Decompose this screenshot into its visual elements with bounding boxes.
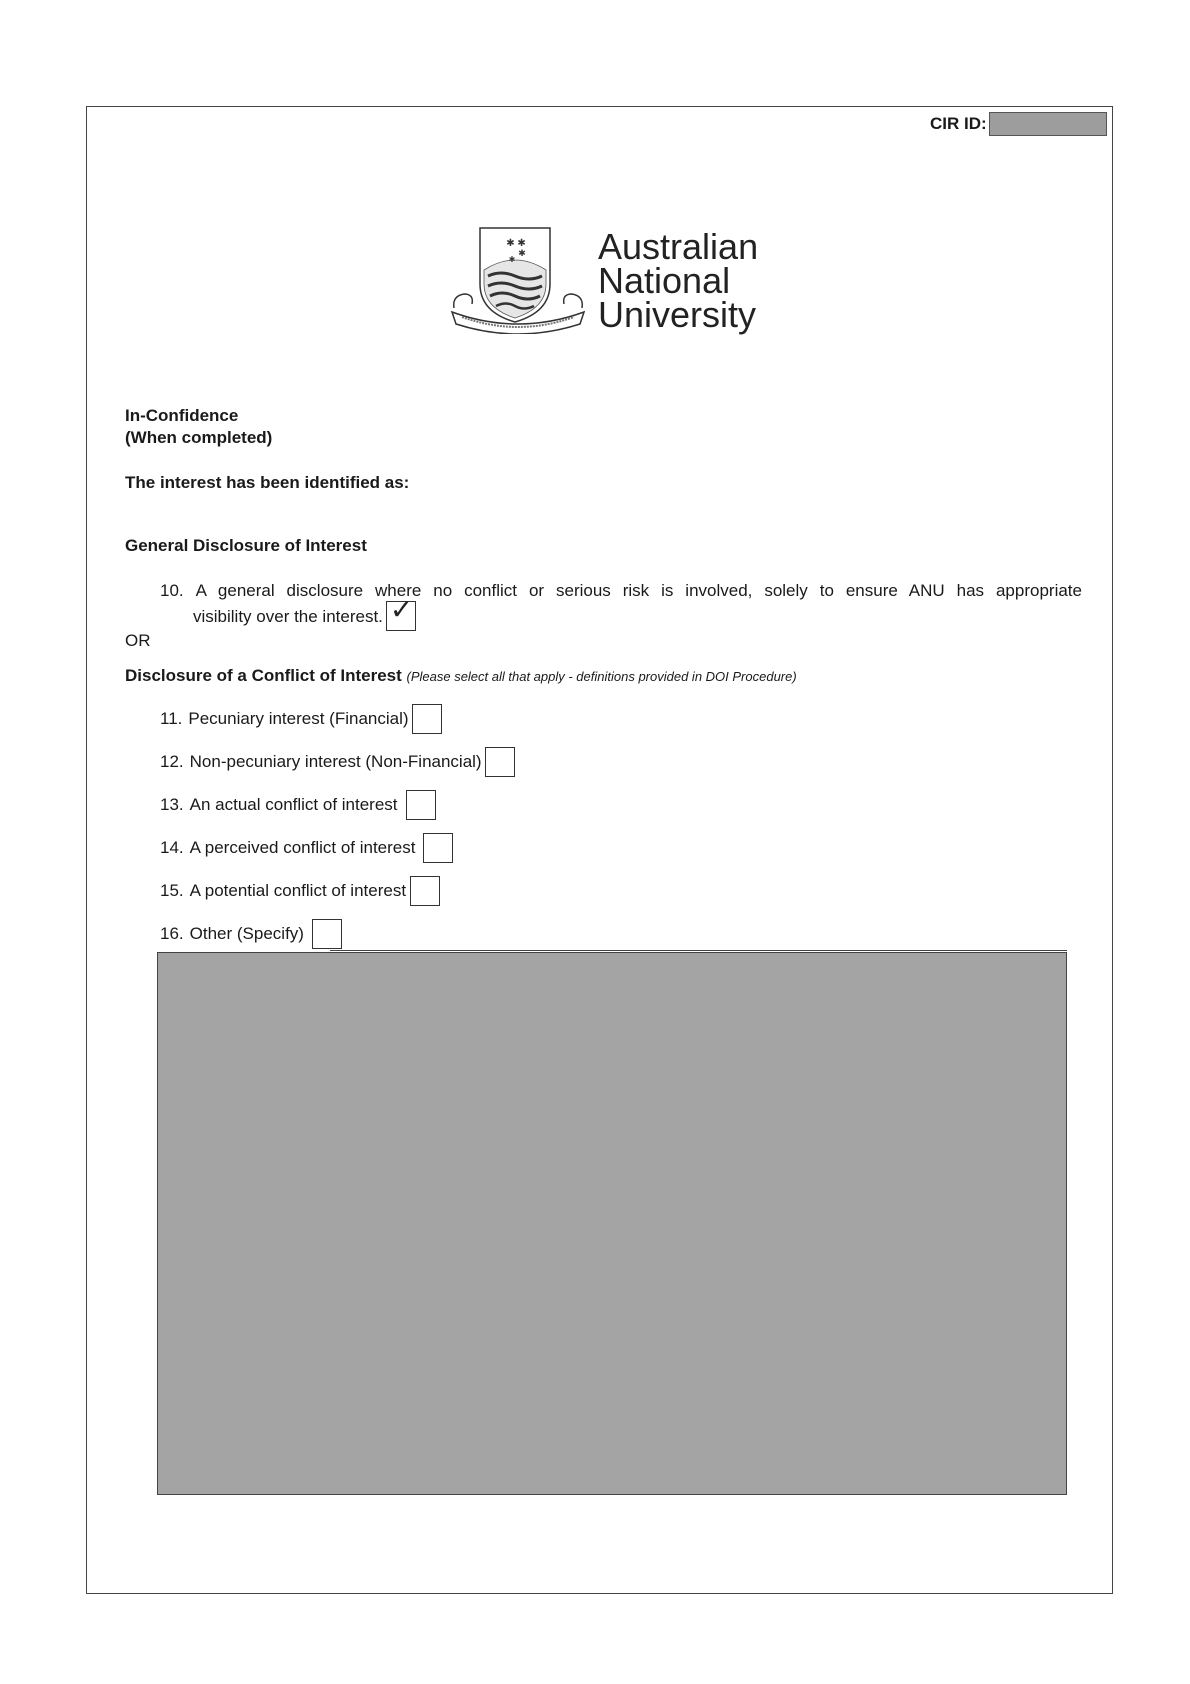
item-13-number: 13. (160, 795, 184, 814)
svg-text:✱: ✱ (508, 255, 516, 264)
item-12-label: Non-pecuniary interest (Non-Financial) (189, 752, 482, 771)
item-14-checkbox[interactable] (423, 833, 453, 863)
item-11-label: Pecuniary interest (Financial) (188, 709, 409, 728)
conflict-note: (Please select all that apply - definitions provided in DOI Procedure) (406, 669, 797, 684)
item-10-line-2 (160, 593, 1082, 631)
item-16-checkbox[interactable] (312, 919, 342, 949)
item-10-line-1 (160, 580, 1082, 601)
intro-heading: The interest has been identified as: (125, 473, 410, 492)
item-13 (160, 790, 436, 820)
item-13-label: An actual conflict of interest (189, 795, 398, 814)
or-label: OR (125, 631, 151, 650)
svg-text:✱: ✱ (518, 248, 526, 258)
item-15-number: 15. (160, 881, 184, 900)
item-15-checkbox[interactable] (410, 876, 440, 906)
anu-crest-icon (448, 224, 588, 334)
when-completed-label: (When completed) (125, 428, 273, 447)
cir-id-redacted-value (989, 112, 1107, 136)
check-mark-icon: ✓ (389, 593, 414, 626)
cir-id-field (930, 112, 1107, 136)
item-12-number: 12. (160, 752, 184, 771)
item-16-number: 16. (160, 924, 184, 943)
item-10-text-line-1: A general disclosure where no conflict or serious risk is involved, solely to ensure ANU has appropriate (195, 581, 1082, 600)
item-14-label: A perceived conflict of interest (189, 838, 416, 857)
university-name-line-3: University (598, 294, 757, 335)
item-10-text-line-2: visibility over the interest. (193, 606, 383, 626)
item-10-checkbox[interactable] (386, 593, 416, 631)
university-name-line-1: Australian (598, 226, 759, 267)
item-14 (160, 833, 453, 863)
item-10 (160, 580, 1082, 631)
item-12 (160, 747, 515, 777)
anu-logo (448, 224, 758, 334)
university-name-line-2: National (598, 260, 731, 301)
in-confidence-label: In-Confidence (125, 406, 239, 425)
item-12-checkbox[interactable] (485, 747, 515, 777)
item-11-checkbox[interactable] (412, 704, 442, 734)
item-16-label: Other (Specify) (189, 924, 304, 943)
conflict-heading-text: Disclosure of a Conflict of Interest (125, 666, 402, 685)
conflict-heading (125, 666, 797, 686)
item-11-number: 11. (160, 709, 183, 728)
specify-box-top-line (330, 950, 1067, 951)
item-15 (160, 876, 440, 906)
item-10-number: 10. (160, 581, 184, 600)
specify-redacted-area (157, 952, 1067, 1495)
svg-text:✱ ✱: ✱ ✱ (506, 238, 526, 249)
item-13-checkbox[interactable] (406, 790, 436, 820)
item-16 (160, 919, 342, 949)
university-name (598, 226, 759, 335)
item-14-number: 14. (160, 838, 184, 857)
cir-id-label: CIR ID: (930, 114, 987, 133)
item-15-label: A potential conflict of interest (189, 881, 407, 900)
item-11 (160, 704, 442, 734)
general-disclosure-heading: General Disclosure of Interest (125, 536, 367, 555)
